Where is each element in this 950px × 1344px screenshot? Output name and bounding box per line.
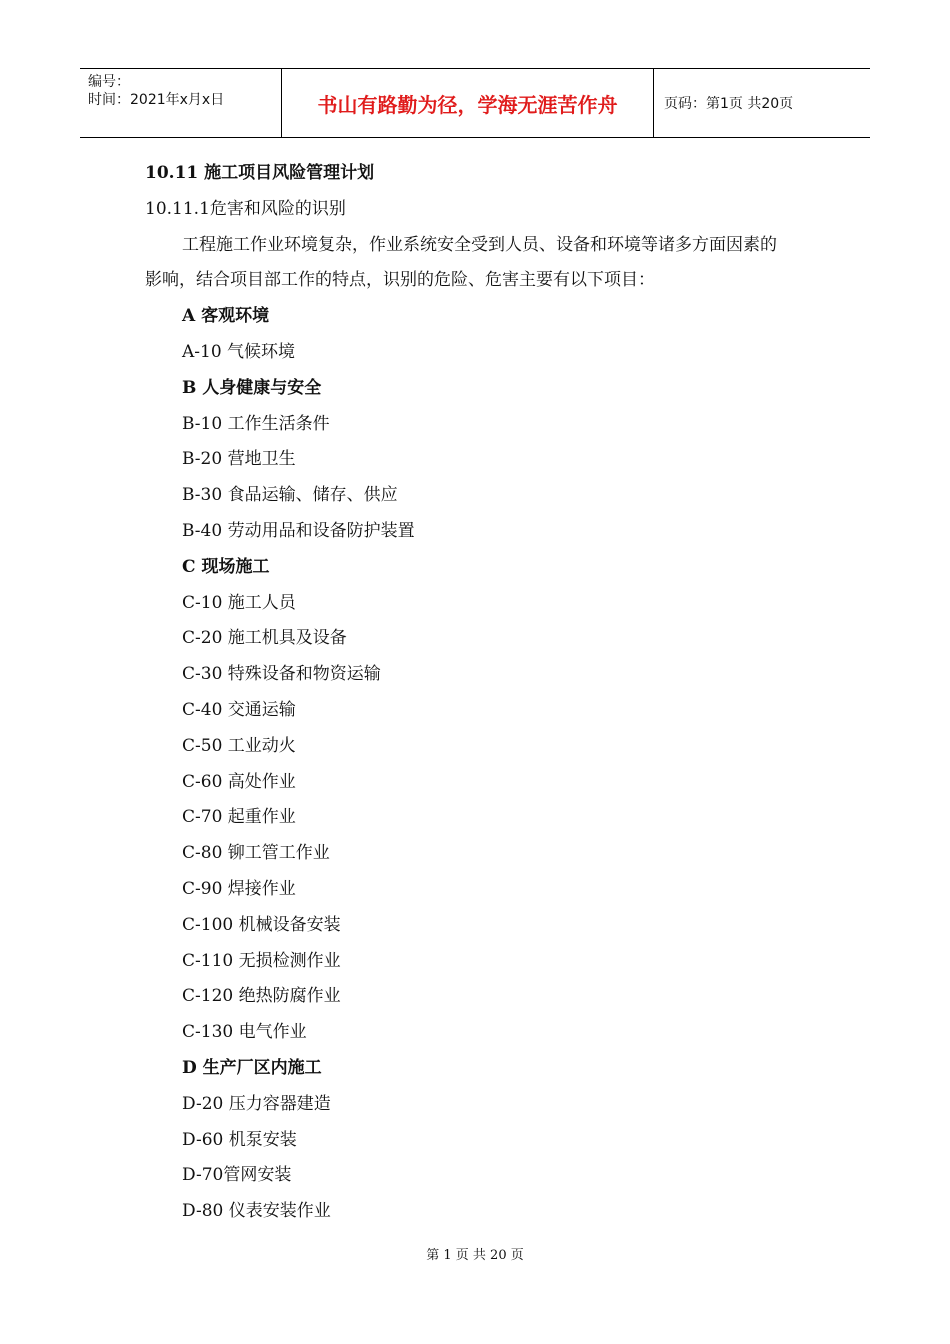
hazard-list-item: C-20 施工机具及设备 (182, 628, 347, 649)
hazard-list-item: C-130 电气作业 (182, 1022, 307, 1043)
hazard-list-item: B-20 营地卫生 (182, 449, 296, 470)
page-header (80, 68, 870, 138)
hazard-list-item: D-20 压力容器建造 (182, 1093, 331, 1114)
intro-paragraph: 工程施工作业环境复杂，作业系统安全受到人员、设备和环境等诸多方面因素的影响，结合项目部工作的特点，识别的危险、危害主要有以下项目： (145, 234, 777, 291)
hazard-category-heading: A 客观环境 (182, 306, 270, 327)
hazard-category-heading: C 现场施工 (182, 556, 270, 577)
hazard-list-item: C-110 无损检测作业 (182, 950, 341, 971)
hazard-list-item: C-80 铆工管工作业 (182, 843, 330, 864)
hazard-list-item: B-10 工作生活条件 (182, 413, 330, 434)
hazard-list-item: A-10 气候环境 (182, 341, 296, 362)
subsection-title: 10.11.1危害和风险的识别 (145, 198, 346, 219)
hazard-list-item: C-50 工业动火 (182, 735, 296, 756)
hazard-list-item: C-40 交通运输 (182, 699, 296, 720)
hazard-list-item: D-80 仪表安装作业 (182, 1201, 331, 1222)
hazard-list-item: C-30 特殊设备和物资运输 (182, 664, 381, 685)
hazard-list-item: C-70 起重作业 (182, 807, 296, 828)
hazard-list-item: B-40 劳动用品和设备防护装置 (182, 520, 415, 541)
header-slogan: 书山有路勤为径，学海无涯苦作舟 (282, 69, 654, 137)
section-title: 10.11 施工项目风险管理计划 (145, 163, 375, 183)
hazard-category-heading: B 人身健康与安全 (182, 377, 322, 398)
header-page-info: 页码：第1页 共20页 (664, 96, 794, 112)
hazard-list-item: C-10 施工人员 (182, 592, 296, 613)
hazard-list-item: C-100 机械设备安装 (182, 914, 341, 935)
hazard-list-item: C-90 焊接作业 (182, 878, 296, 899)
hazard-list-item: D-60 机泵安装 (182, 1129, 297, 1150)
hazard-list-item: C-120 绝热防腐作业 (182, 986, 341, 1007)
hazard-list (145, 299, 825, 1230)
header-meta (80, 69, 282, 137)
doc-number-label: 编号： (88, 74, 130, 90)
hazard-list-item: C-60 高处作业 (182, 771, 296, 792)
hazard-list-item: D-70管网安装 (182, 1165, 292, 1186)
doc-date-label: 时间：2021年x月x日 (88, 92, 225, 108)
hazard-list-item: B-30 食品运输、储存、供应 (182, 485, 398, 506)
document-body (145, 156, 825, 1230)
page-footer: 第 1 页 共 20 页 (426, 1248, 524, 1263)
hazard-category-heading: D 生产厂区内施工 (182, 1057, 322, 1078)
